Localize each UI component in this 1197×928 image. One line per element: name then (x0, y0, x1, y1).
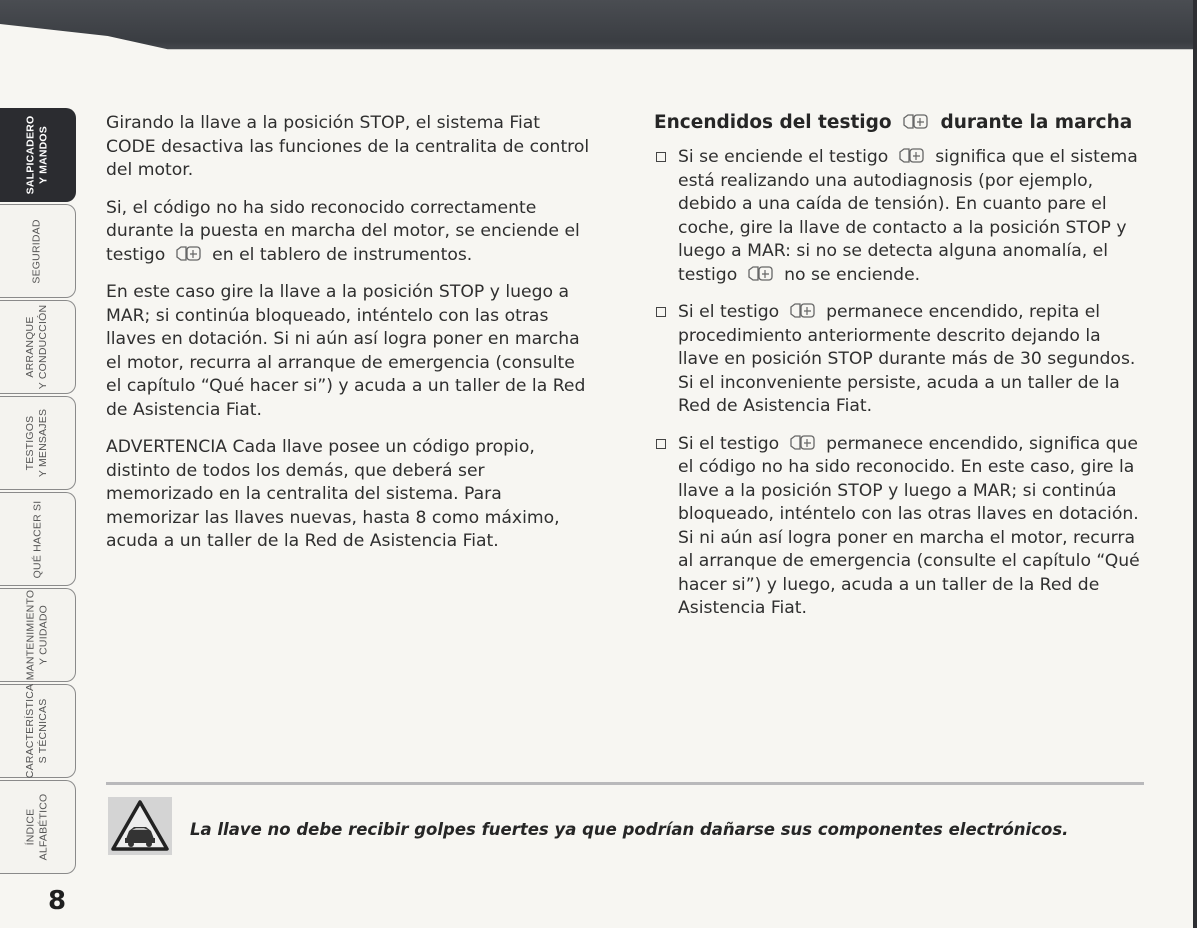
tab-testigos[interactable]: TESTIGOS Y MENSAJES (0, 396, 76, 490)
checkbox-bullet-icon (656, 439, 666, 449)
fiat-code-lamp-icon (901, 112, 931, 132)
top-header-band (0, 0, 1197, 60)
list-item: Si el testigo permanece encendido, repita el procedimiento anteriormente descrito dejando la llave en posición STOP durante más de 30 segundos. Si el inconveniente persiste, acuda a un taller de la Red de Asistencia Fiat. (654, 301, 1144, 419)
tab-seguridad[interactable]: SEGURIDAD (0, 204, 76, 298)
warning-text: La llave no debe recibir golpes fuertes ya que podrían dañarse sus componentes electrónicos. (190, 820, 1069, 839)
section-heading: Encendidos del testigo durante la marcha (654, 112, 1133, 133)
tab-salpicadero[interactable]: SALPICADERO Y MANDOS (0, 108, 76, 202)
fiat-code-lamp-icon (788, 433, 818, 453)
fiat-code-lamp-icon (746, 264, 776, 284)
fiat-code-lamp-icon (897, 146, 927, 166)
tab-arranque[interactable]: ARRANQUE Y CONDUCCIÓN (0, 300, 76, 394)
right-column (654, 110, 1144, 635)
page-number: 8 (48, 886, 67, 916)
paragraph-1: Girando la llave a la posición STOP, el sistema Fiat CODE desactiva las funciones de la centralita de control del motor. (106, 113, 590, 180)
checkbox-bullet-icon (656, 152, 666, 162)
paragraph-2: Si, el código no ha sido reconocido correctamente durante la puesta en marcha del motor, se enciende el testigo en el tablero de instrumentos. (106, 197, 580, 265)
list-item: Si se enciende el testigo significa que el sistema está realizando una autodiagnosis (por ejemplo, debido a una caída de tensión). En cuanto pare el coche, gire la llave de contacto a la posición STOP y luego a MAR: si no se detecta alguna anomalía, el testigo no se enciende. (654, 146, 1144, 287)
fiat-code-lamp-icon (788, 301, 818, 321)
car-warning-triangle-icon (108, 797, 172, 855)
tab-indice[interactable]: ÍNDICE ALFABÉTICO (0, 780, 76, 874)
tab-mantenimiento[interactable]: MANTENIMIENTO Y CUIDADO (0, 588, 76, 682)
list-item: Si el testigo permanece encendido, significa que el código no ha sido reconocido. En este caso, gire la llave a la posición STOP y luego a MAR; si continúa bloqueado, inténtelo con las otras llaves en dotación. Si ni aún así logra poner en marcha el motor, recurra al arranque de emergencia (consulte el capítulo “Qué hacer si”) y luego, acuda a un taller de la Red de Asistencia Fiat. (654, 433, 1144, 621)
tab-que-hacer-si[interactable]: QUÉ HACER SI (0, 492, 76, 586)
section-divider (106, 782, 1144, 785)
section-tabs (0, 108, 76, 876)
paragraph-3: En este caso gire la llave a la posición STOP y luego a MAR; si continúa bloqueado, inténtelo con las otras llaves en dotación. Si ni aún así logra poner en marcha el motor, recurra al arranque de emergencia (consulte el capítulo “Qué hacer si”) y acuda a un taller de la Red de Asistencia Fiat. (106, 282, 586, 420)
fiat-code-lamp-icon (174, 244, 204, 264)
tab-caracteristicas[interactable]: CARACTERÍSTICA S TÉCNICAS (0, 684, 76, 778)
page-edge (1193, 0, 1197, 928)
left-column (106, 112, 594, 568)
checkbox-bullet-icon (656, 307, 666, 317)
paragraph-4: ADVERTENCIA Cada llave posee un código propio, distinto de todos los demás, que deberá ser memorizado en la centralita del sistema. Para memorizar las llaves nuevas, hasta 8 como máximo, acuda a un taller de la Red de Asistencia Fiat. (106, 437, 560, 551)
